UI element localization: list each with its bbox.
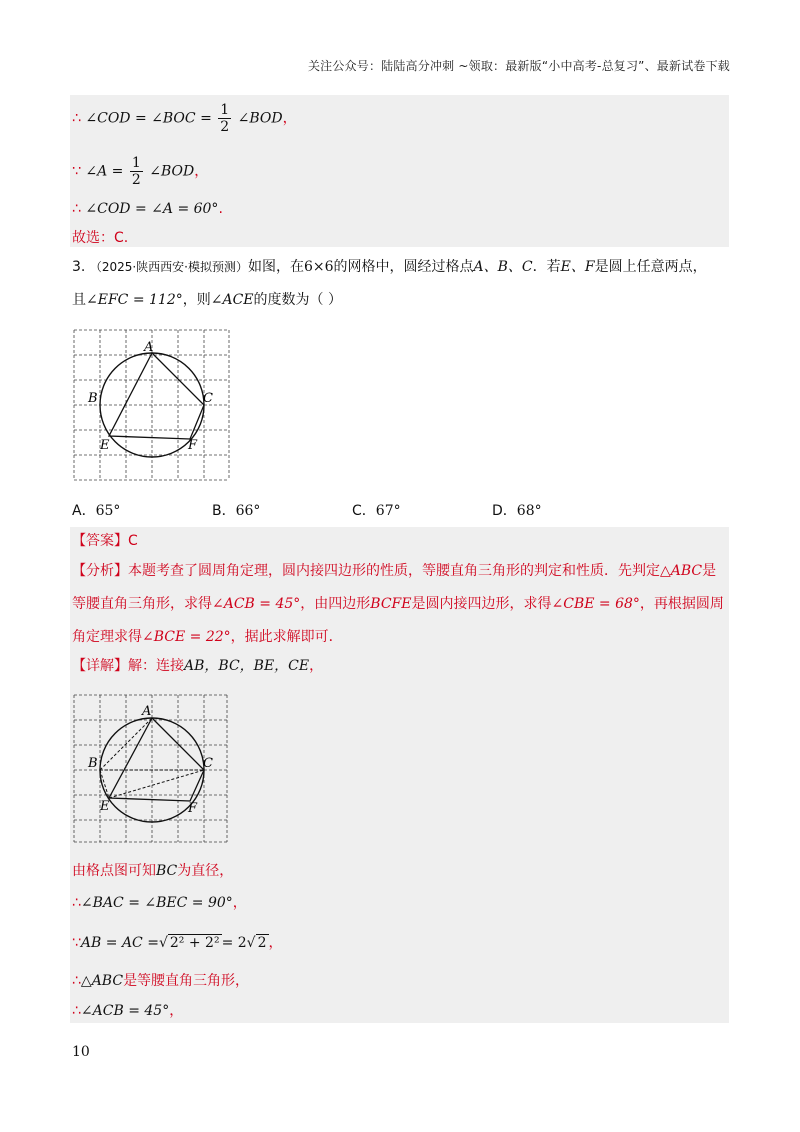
expr: ∠BOD — [149, 163, 195, 180]
page-number: 10 — [72, 1044, 90, 1060]
problem-line-1: 3. （2025·陕西西安·模拟预测）如图，在6×6的网格中，圆经过格点A、B、C．若E、F是圆上任意两点， — [72, 259, 707, 275]
page-header: 关注公众号：陆陆高分冲刺 ~领取：最新版“小中高考-总复习”、最新试卷下载 — [307, 59, 730, 73]
label-b: B — [88, 756, 98, 771]
problem-line-2: 且∠EFC = 112°，则∠ACE的度数为（ ） — [72, 292, 342, 308]
detail-line: 【详解】解：连接AB，BC，BE，CE， — [72, 658, 324, 674]
step-5: ∴∠ACB = 45°， — [72, 1003, 184, 1019]
option-a[interactable]: A．65° — [72, 503, 121, 519]
label-c: C — [203, 391, 213, 406]
label-f: F — [188, 438, 198, 453]
expr: ∠BOD — [237, 110, 283, 127]
label-e: E — [100, 438, 110, 453]
label-b: B — [88, 391, 98, 406]
label-c: C — [203, 756, 213, 771]
prev-answer: 故选：C. — [72, 230, 129, 246]
step-1: 由格点图可知BC为直径， — [72, 863, 234, 879]
step-3: ∵AB = AC =√ 2² + 2² = 2√ 2 ， — [72, 935, 283, 951]
prev-line-3: ∴ ∠COD = ∠A = 60°. — [72, 201, 223, 217]
label-e: E — [100, 799, 110, 814]
prev-line-1: ∴ ∠COD = ∠BOC = $\frac{1}{2}$ ∠BOD， — [72, 102, 297, 135]
option-d[interactable]: D．68° — [492, 503, 542, 519]
step-4: ∴△ABC是等腰直角三角形， — [72, 973, 250, 989]
option-c[interactable]: C．67° — [352, 503, 401, 519]
label-a: A — [144, 340, 154, 355]
analysis-line-1: 【分析】本题考查了圆周角定理，圆内接四边形的性质，等腰直角三角形的判定和性质．先判定△ABC是 — [72, 563, 717, 579]
solution-figure — [72, 690, 232, 850]
label-a: A — [142, 704, 152, 719]
therefore-symbol: ∴ — [72, 110, 81, 127]
problem-figure — [72, 325, 232, 485]
option-b[interactable]: B．66° — [212, 503, 261, 519]
fraction: $\frac{1}{2}$ — [131, 155, 141, 188]
expr: ∠A = — [85, 163, 124, 180]
expr: ∠COD = ∠BOC = — [85, 110, 212, 127]
prev-line-2: ∵ ∠A = $\frac{1}{2}$ ∠BOD， — [72, 155, 209, 188]
answer-line: 【答案】C — [72, 533, 138, 549]
fraction: $\frac{1}{2}$ — [220, 102, 230, 135]
step-2: ∴∠BAC = ∠BEC = 90°， — [72, 895, 247, 911]
analysis-line-2: 等腰直角三角形，求得∠ACB = 45°，由四边形BCFE是圆内接四边形，求得∠CBE = 68°，再根据圆周 — [72, 596, 724, 612]
label-f: F — [188, 801, 198, 816]
expr: ∠COD = ∠A = 60° — [85, 201, 219, 217]
analysis-line-3: 角定理求得∠BCE = 22°，据此求解即可． — [72, 629, 343, 645]
because-symbol: ∵ — [72, 163, 81, 180]
therefore-symbol: ∴ — [72, 201, 81, 217]
